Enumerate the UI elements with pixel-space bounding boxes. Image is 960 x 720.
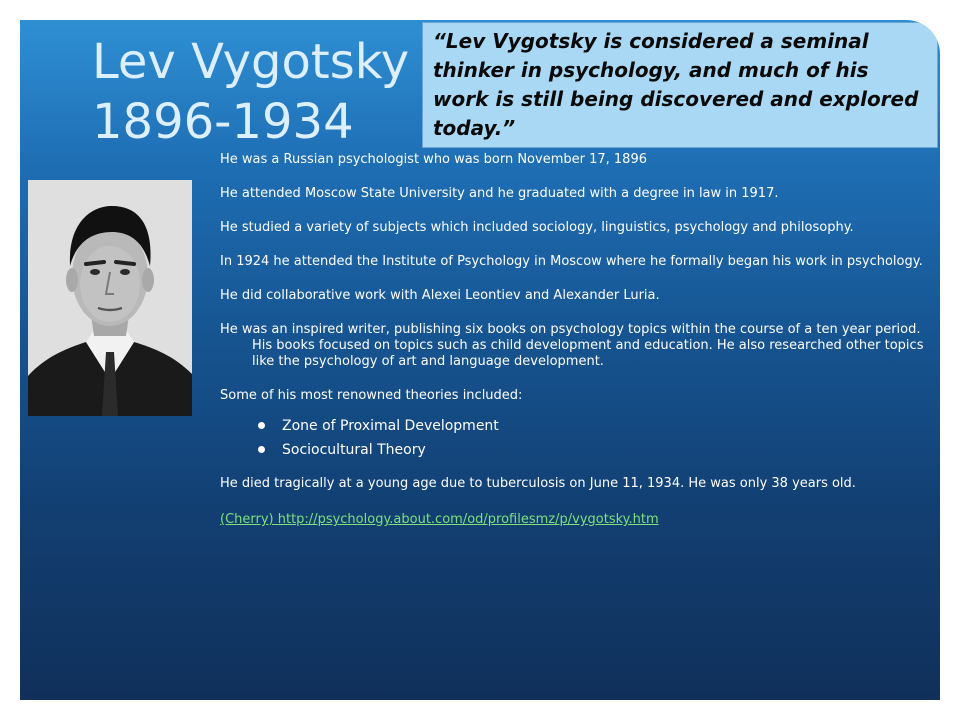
title-years: 1896-1934 [92, 94, 354, 150]
bio-paragraph-birth: He was a Russian psychologist who was born November 17, 1896 [220, 152, 647, 167]
bio-paragraph-writing: He was an inspired writer, publishing six books on psychology topics within the course of a ten year period. His books focused on topics such as child development and education. He also researched other topics like the psychology of art and language development. [220, 322, 924, 369]
portrait-photo [28, 180, 192, 416]
list-item [220, 414, 930, 438]
title-name: Lev Vygotsky [92, 34, 410, 90]
theory-label: Sociocultural Theory [282, 442, 426, 458]
bio-paragraph-institute: In 1924 he attended the Institute of Psychology in Moscow where he formally began his work in psychology. [220, 254, 923, 269]
citation-link[interactable]: (Cherry) http://psychology.about.com/od/profilesmz/p/vygotsky.htm [220, 512, 659, 527]
bio-paragraph-death: He died tragically at a young age due to tuberculosis on June 11, 1934. He was only 38 years old. [220, 476, 856, 491]
theory-label: Zone of Proximal Development [282, 418, 499, 434]
theories-list [220, 414, 930, 462]
slide-content [220, 152, 930, 528]
bio-paragraph-theories-intro: Some of his most renowned theories included: [220, 388, 523, 403]
citation-row [220, 512, 930, 528]
portrait-image [28, 180, 192, 416]
bio-paragraph-education: He attended Moscow State University and he graduated with a degree in law in 1917. [220, 186, 779, 201]
quote-box: “Lev Vygotsky is considered a seminal thinker in psychology, and much of his work is still being discovered and explored today.” [422, 22, 938, 148]
bio-paragraph-collaboration: He did collaborative work with Alexei Leontiev and Alexander Luria. [220, 288, 660, 303]
bio-paragraph-subjects: He studied a variety of subjects which included sociology, linguistics, psychology and philosophy. [220, 220, 854, 235]
bullet-icon [258, 446, 265, 453]
bullet-icon [258, 422, 265, 429]
list-item [220, 438, 930, 462]
slide [20, 20, 940, 700]
slide-title [92, 32, 422, 152]
